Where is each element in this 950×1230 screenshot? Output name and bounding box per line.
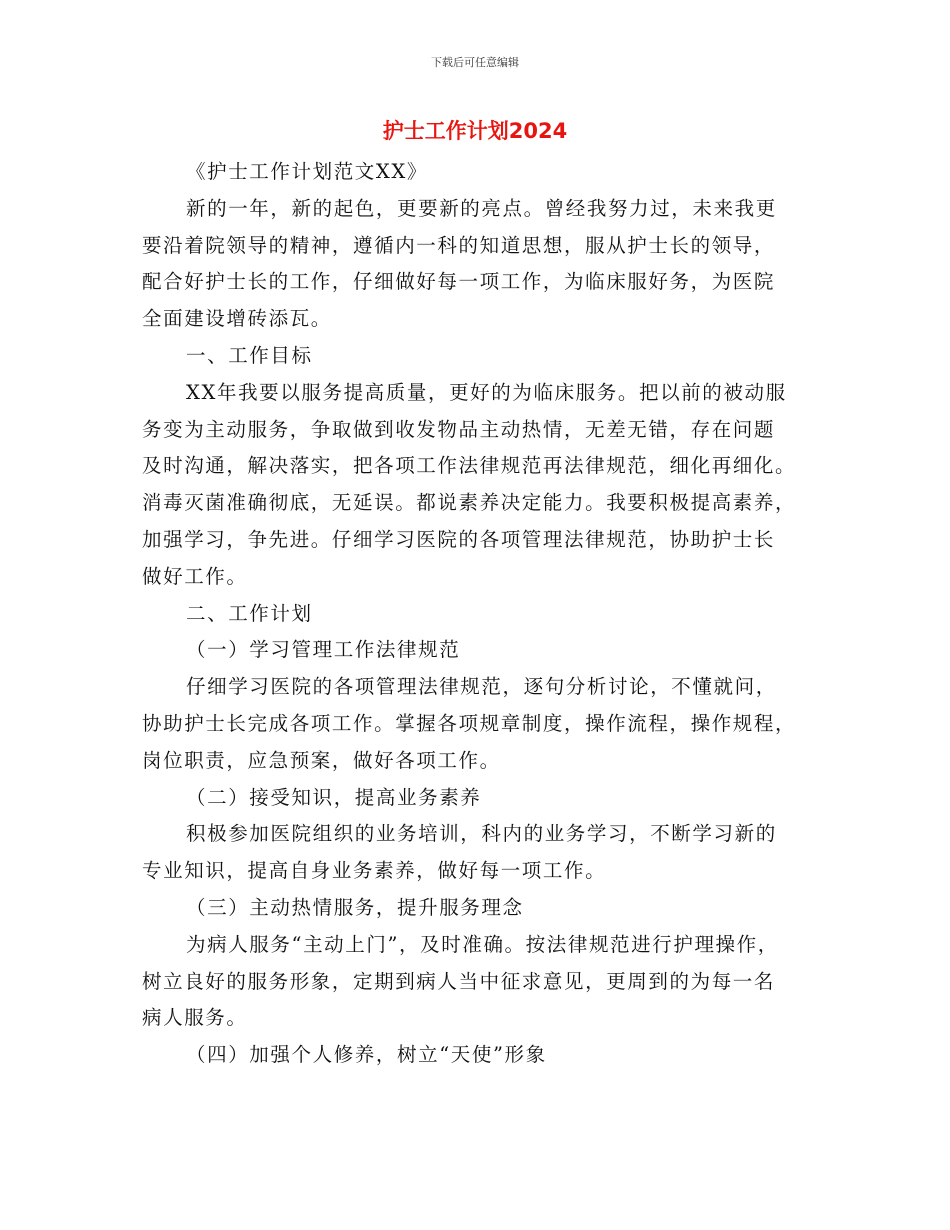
paragraph-line: 消毒灭菌准确彻底，无延误。都说素养决定能力。我要积极提高素养， (142, 491, 797, 515)
paragraph-line: 病人服务。 (142, 1006, 248, 1030)
paragraph-line: 树立良好的服务形象，定期到病人当中征求意见，更周到的为每一名 (142, 969, 776, 993)
body-paragraph (142, 890, 810, 927)
document-title: 护士工作计划2024 (382, 119, 568, 143)
paragraph-line: 配合好护士长的工作，仔细做好每一项工作，为临床服好务，为医院 (142, 270, 776, 294)
body-paragraph (142, 154, 810, 191)
paragraph-line: （二）接受知识，提高业务素养 (186, 785, 482, 809)
body-paragraph (142, 375, 810, 596)
body-paragraph (142, 780, 810, 817)
paragraph-line: 协助护士长完成各项工作。掌握各项规章制度，操作流程，操作规程， (142, 711, 797, 735)
body-paragraph (142, 927, 810, 1037)
body-paragraph (142, 816, 810, 890)
paragraph-line: 仔细学习医院的各项管理法律规范，逐句分析讨论，不懂就问， (186, 675, 777, 699)
paragraph-line: 全面建设增砖添瓦。 (142, 307, 332, 331)
paragraph-line: 《护士工作计划范文XX》 (186, 160, 428, 183)
paragraph-line: 为病人服务“主动上门”，及时准确。按法律规范进行护理操作， (186, 932, 779, 956)
page-header-note: 下载后可任意编辑 (431, 56, 519, 69)
paragraph-line: 加强学习，争先进。仔细学习医院的各项管理法律规范，协助护士长 (142, 527, 776, 551)
paragraph-line: 积极参加医院组织的业务培训，科内的业务学习，不断学习新的 (186, 822, 777, 846)
body-paragraph (142, 669, 810, 779)
paragraph-line: 务变为主动服务，争取做到收发物品主动热情，无差无错，存在问题 (142, 417, 776, 441)
body-paragraph (142, 632, 810, 669)
paragraph-line: （三）主动热情服务，提升服务理念 (186, 895, 524, 919)
paragraph-line: （一）学习管理工作法律规范 (186, 638, 461, 662)
paragraph-line: 做好工作。 (142, 564, 248, 588)
body-paragraph (142, 1037, 810, 1074)
paragraph-line: XX年我要以服务提高质量，更好的为临床服务。把以前的被动服 (186, 380, 787, 404)
paragraph-line: 及时沟通，解决落实，把各项工作法律规范再法律规范，细化再细化。 (142, 454, 797, 478)
paragraph-line: 二、工作计划 (186, 601, 313, 625)
paragraph-line: 一、工作目标 (186, 343, 313, 367)
paragraph-line: 专业知识，提高自身业务素养，做好每一项工作。 (142, 859, 607, 883)
document-body (142, 154, 810, 1074)
paragraph-line: （四）加强个人修养，树立“天使”形象 (186, 1043, 547, 1067)
body-paragraph (142, 191, 810, 338)
body-paragraph (142, 596, 810, 633)
paragraph-line: 要沿着院领导的精神，遵循内一科的知道思想，服从护士长的领导， (142, 233, 776, 257)
body-paragraph (142, 338, 810, 375)
paragraph-line: 新的一年，新的起色，更要新的亮点。曾经我努力过，未来我更 (186, 196, 777, 220)
paragraph-line: 岗位职责，应急预案，做好各项工作。 (142, 748, 501, 772)
